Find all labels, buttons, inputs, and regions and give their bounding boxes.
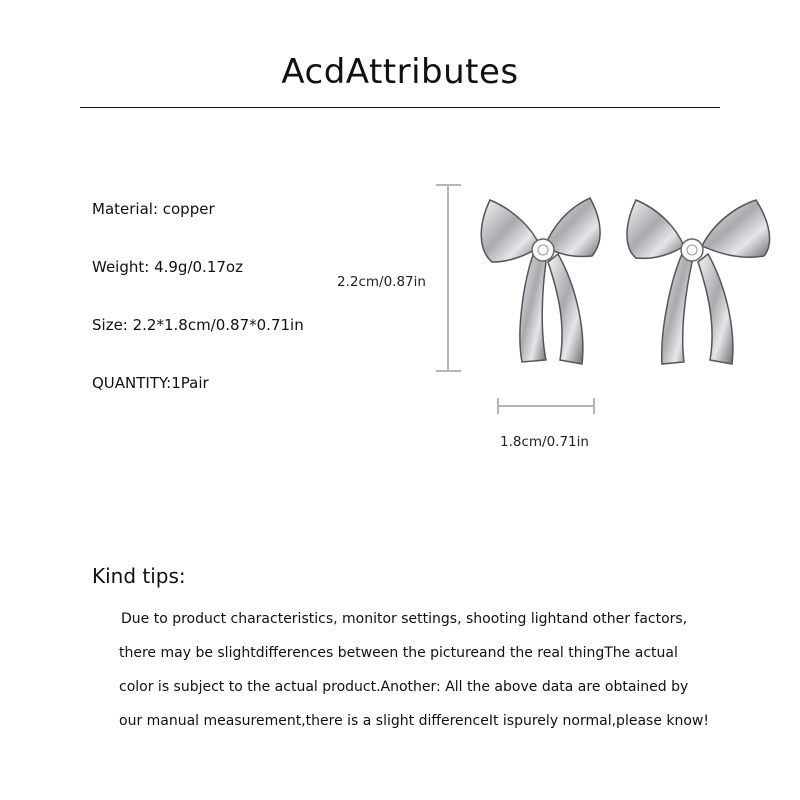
spec-size: Size: 2.2*1.8cm/0.87*0.71in [92, 316, 304, 334]
tips-line: Due to product characteristics, monitor settings, shooting lightand other factors, [121, 611, 688, 627]
spec-material: Material: copper [92, 200, 215, 218]
tips-heading: Kind tips: [92, 564, 186, 588]
tips-line: our manual measurement,there is a slight differenceIt ispurely normal,please know! [119, 713, 709, 729]
width-label: 1.8cm/0.71in [500, 434, 589, 450]
width-dimension-line [498, 398, 594, 414]
height-dimension-line [436, 185, 461, 371]
tips-line: color is subject to the actual product.Another: All the above data are obtained by [119, 679, 689, 695]
spec-weight: Weight: 4.9g/0.17oz [92, 258, 243, 276]
bow-earring-right [627, 200, 770, 364]
spec-quantity: QUANTITY:1Pair [92, 374, 209, 392]
bow-earring-left [481, 198, 600, 364]
tips-line: there may be slightdifferences between the pictureand the real thingThe actual [119, 645, 678, 661]
page-title: AcdAttributes [281, 52, 519, 92]
height-label: 2.2cm/0.87in [337, 274, 426, 290]
